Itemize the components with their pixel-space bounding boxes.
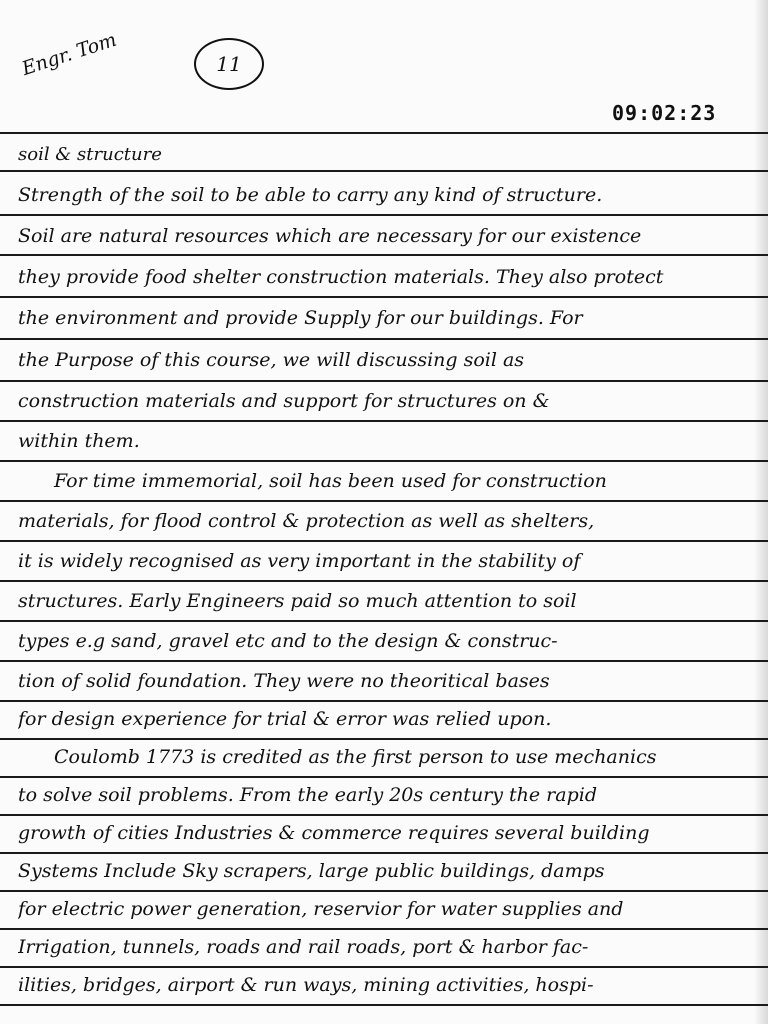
ruled-line [0,1004,768,1006]
ruled-line [0,380,768,382]
ruled-line [0,420,768,422]
note-line: it is widely recognised as very important in the stability of [18,550,581,572]
note-line: construction materials and support for structures on & [18,390,550,412]
note-line: Systems Include Sky scrapers, large public buildings, damps [18,860,605,882]
note-line: Strength of the soil to be able to carry any kind of structure. [18,184,603,206]
note-line: Soil are natural resources which are necessary for our existence [18,225,642,247]
note-line: within them. [18,430,140,452]
ruled-line [0,660,768,662]
note-line: for electric power generation, reservior for water supplies and [18,898,624,920]
note-line: the environment and provide Supply for our buildings. For [18,307,583,329]
ruled-line [0,500,768,502]
ruled-line [0,132,768,134]
ruled-line [0,540,768,542]
ruled-line [0,580,768,582]
ruled-line [0,620,768,622]
note-line: for design experience for trial & error was relied upon. [18,708,552,730]
note-line: ilities, bridges, airport & run ways, mining activities, hospi- [18,974,594,996]
note-line: the Purpose of this course, we will discussing soil as [18,349,525,371]
ruled-line [0,296,768,298]
note-line: types e.g sand, gravel etc and to the design & construc- [18,630,558,652]
note-line: tion of solid foundation. They were no theoritical bases [18,670,550,692]
ruled-line [0,214,768,216]
note-line: Coulomb 1773 is credited as the first person to use mechanics [54,746,657,768]
note-line: they provide food shelter construction materials. They also protect [18,266,664,288]
note-line: structures. Early Engineers paid so much attention to soil [18,590,577,612]
ruled-line [0,460,768,462]
note-line: For time immemorial, soil has been used for construction [54,470,607,492]
ruled-line [0,338,768,340]
page-number: 11 [216,52,242,76]
note-line: materials, for flood control & protection as well as shelters, [18,510,595,532]
note-line: Irrigation, tunnels, roads and rail roads, port & harbor fac- [18,936,589,958]
note-line: to solve soil problems. From the early 20s century the rapid [18,784,597,806]
ruled-line [0,254,768,256]
note-line: growth of cities Industries & commerce requires several building [18,822,650,844]
note-date: 09:02:23 [612,101,717,125]
author-name: Engr. Tom [19,28,120,80]
note-heading: soil & structure [18,144,162,165]
page-number-circle [194,38,264,90]
